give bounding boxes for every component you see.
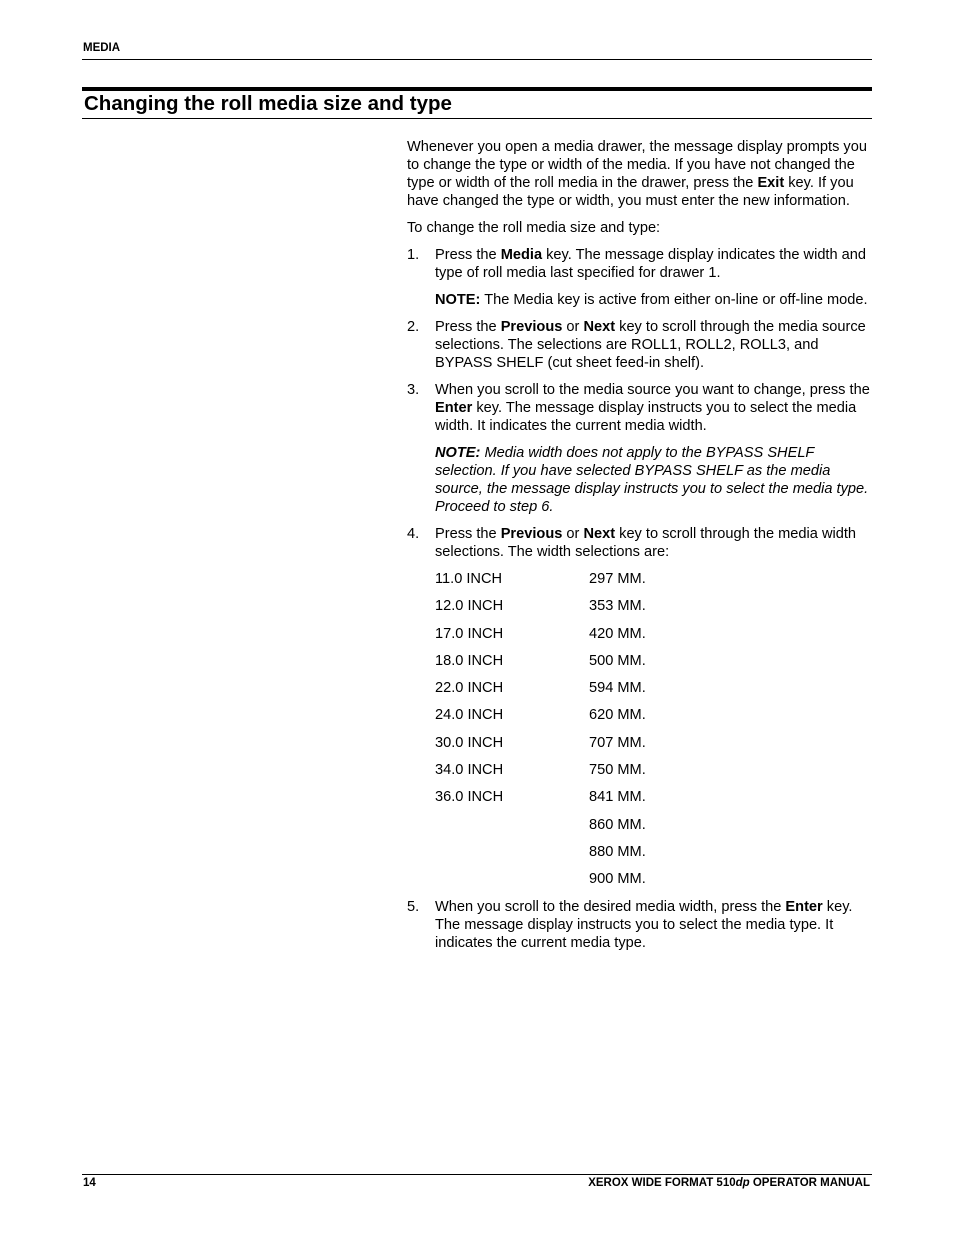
width-mm: 750 MM. [589,762,646,779]
step-number: 3. [407,382,420,398]
width-mm: 880 MM. [589,843,646,860]
width-row [435,788,873,806]
width-mm: 841 MM. [589,789,646,806]
section-title: Changing the roll media size and type [84,92,452,115]
width-row [435,706,873,724]
width-inch: 30.0 INCH [435,734,504,751]
width-inch: 11.0 INCH [435,571,503,587]
step-3: 3. When you scroll to the media source you want to change, press the Enter key. The message display instructs you to select the media width. It indicates the current media width. NOTE: Media width does not apply to the BYPASS SHELF selection. If you have selected BYPASS SHELF as the media source, the message display instructs you to select the media type. Proceed to step 6. [407,381,873,516]
width-row [435,870,873,888]
key-enter: Enter [435,400,473,416]
step-number: 2. [407,319,420,335]
width-mm: 500 MM. [589,652,646,669]
key-media: Media [500,247,543,263]
width-inch [435,816,589,834]
width-mm: 900 MM. [589,871,646,888]
step-5: 5. When you scroll to the desired media width, press the Enter key. The message display instructs you to select the media type. It indicates the current media type. [407,898,853,951]
body-text [407,138,873,961]
width-row [435,816,873,834]
width-inch: 17.0 INCH [435,625,504,642]
width-row [435,597,873,615]
key-next: Next [583,319,616,335]
step-number: 1. [407,247,420,263]
width-row [435,652,873,670]
key-exit: Exit [757,175,785,191]
width-inch [435,843,589,861]
key-previous: Previous [500,526,563,542]
step-number: 5. [407,898,420,915]
width-inch: 12.0 INCH [435,598,504,615]
width-row [435,734,873,752]
manual-title: XEROX WIDE FORMAT 510dp OPERATOR MANUAL [588,1177,870,1189]
width-inch: 24.0 INCH [435,707,504,724]
step-4: 4. Press the Previous or Next key to scroll through the media width selections. The width selections are: 11.0 INCH 297 MM. 12.0 INCH 353 MM. 17.0 INCH 420 MM. 18.0 INCH 500 MM. 22.0 INCH 594 MM. 24.0 INCH 620 MM. 30.0 INCH 707 MM. 34.0 INCH 750 MM. 36.0 INCH 841 MM. 860 MM. 880 MM. 900 MM. [407,525,873,888]
instruction-lead: To change the roll media size and type: [407,220,661,236]
title-rule-top [82,87,872,91]
width-inch: 22.0 INCH [435,680,504,697]
width-row [435,843,873,861]
page-number: 14 [83,1177,96,1189]
intro-paragraph: Whenever you open a media drawer, the message display prompts you to change the type or width of the media. If you have not changed the type or width of the roll media in the drawer, press the Exit key. If you have changed the type or width, you must enter the new information. [407,139,867,209]
width-row [435,625,873,643]
note: NOTE: The Media key is active from either on-line or off-line mode. [435,292,868,308]
key-next: Next [583,526,616,542]
model-suffix: dp [735,1177,750,1189]
step-1: 1. Press the Media key. The message display indicates the width and type of roll media last specified for drawer 1. NOTE: The Media key is active from either on-line or off-line mode. [407,246,873,309]
header-rule [82,59,872,60]
note: NOTE: Media width does not apply to the BYPASS SHELF selection. If you have selected BYPASS SHELF as the media source, the message display instructs you to select the media type. Proceed to step 6. [435,445,869,515]
width-mm: 420 MM. [589,625,646,642]
width-mm: 620 MM. [589,707,646,724]
width-mm: 353 MM. [589,598,646,615]
width-inch: 18.0 INCH [435,652,504,669]
width-mm: 594 MM. [589,680,646,697]
width-inch: 34.0 INCH [435,762,504,779]
width-row [435,570,873,588]
width-mm: 860 MM. [589,816,646,833]
step-2: 2. Press the Previous or Next key to scroll through the media source selections. The selections are ROLL1, ROLL2, ROLL3, and BYPASS SHELF (cut sheet feed-in shelf). [407,319,866,371]
running-header: MEDIA [83,42,121,54]
width-row [435,679,873,697]
key-enter: Enter [785,898,823,915]
width-mm: 707 MM. [589,734,646,751]
step-number: 4. [407,526,420,542]
note-label: NOTE: [435,292,481,308]
key-previous: Previous [500,319,563,335]
width-table [435,570,873,888]
note-label: NOTE: [435,445,481,461]
width-mm: 297 MM. [589,571,646,587]
title-rule-bottom [82,118,872,119]
width-inch [435,870,589,888]
footer-rule [82,1174,872,1175]
width-row [435,761,873,779]
width-inch: 36.0 INCH [435,789,504,806]
